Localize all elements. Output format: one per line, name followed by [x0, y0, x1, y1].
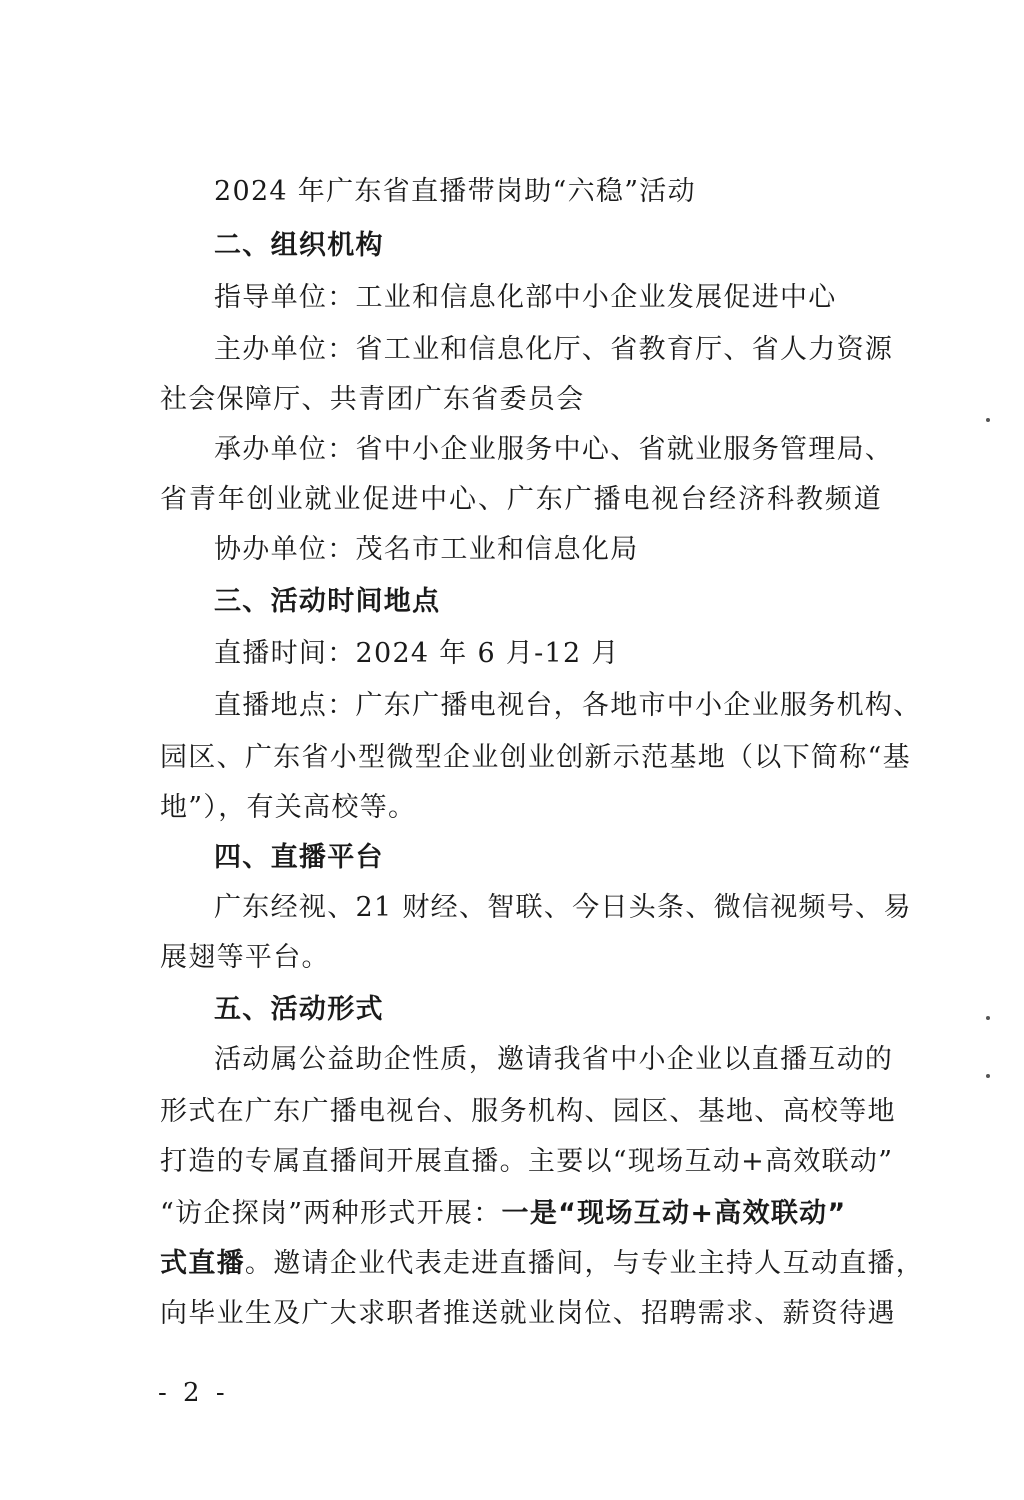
scan-speck	[986, 1016, 990, 1020]
paragraph-line: 向毕业生及广大求职者推送就业岗位、招聘需求、薪资待遇	[160, 1298, 896, 1329]
paragraph-line: 展翅等平台。	[160, 942, 330, 973]
section-heading-organization: 二、组织机构	[214, 230, 384, 261]
paragraph-line: 广东经视、21 财经、智联、今日头条、微信视频号、易	[214, 892, 912, 923]
paragraph-line: 园区、广东省小型微型企业创业创新示范基地（以下简称“基	[160, 742, 911, 773]
paragraph-line: 承办单位：省中小企业服务中心、省就业服务管理局、	[214, 434, 894, 465]
bold-emphasis: 式直播	[160, 1248, 245, 1279]
paragraph-line: 指导单位：工业和信息化部中小企业发展促进中心	[214, 282, 837, 313]
paragraph-line	[160, 1244, 924, 1284]
plain-text: “访企探岗”两种形式开展：	[160, 1198, 502, 1229]
paragraph-line: 协办单位：茂名市工业和信息化局	[214, 534, 639, 565]
paragraph-line: 形式在广东广播电视台、服务机构、园区、基地、高校等地	[160, 1096, 896, 1127]
paragraph-line	[160, 1194, 847, 1234]
page-number: - 2 -	[158, 1378, 229, 1408]
scan-speck	[986, 1074, 990, 1078]
section-heading-format: 五、活动形式	[214, 994, 384, 1025]
title-line: 2024 年广东省直播带岗助“六稳”活动	[214, 176, 696, 207]
paragraph-line: 社会保障厅、共青团广东省委员会	[160, 384, 585, 415]
paragraph-line: 直播地点：广东广播电视台，各地市中小企业服务机构、	[214, 690, 922, 721]
paragraph-line: 主办单位：省工业和信息化厅、省教育厅、省人力资源	[214, 334, 894, 365]
paragraph-line: 直播时间：2024 年 6 月-12 月	[214, 638, 620, 669]
plain-text: 。邀请企业代表走进直播间，与专业主持人互动直播，	[244, 1248, 925, 1279]
paragraph-line: 地”），有关高校等。	[160, 792, 417, 823]
bold-emphasis: 一是“现场互动+高效联动”	[501, 1198, 847, 1229]
paragraph-line: 活动属公益助企性质，邀请我省中小企业以直播互动的	[214, 1044, 894, 1075]
paragraph-line: 省青年创业就业促进中心、广东广播电视台经济科教频道	[160, 484, 882, 515]
scan-speck	[986, 418, 990, 422]
section-heading-platform: 四、直播平台	[214, 842, 384, 873]
paragraph-line: 打造的专属直播间开展直播。主要以“现场互动+高效联动”	[160, 1146, 894, 1177]
section-heading-time-location: 三、活动时间地点	[214, 586, 441, 617]
